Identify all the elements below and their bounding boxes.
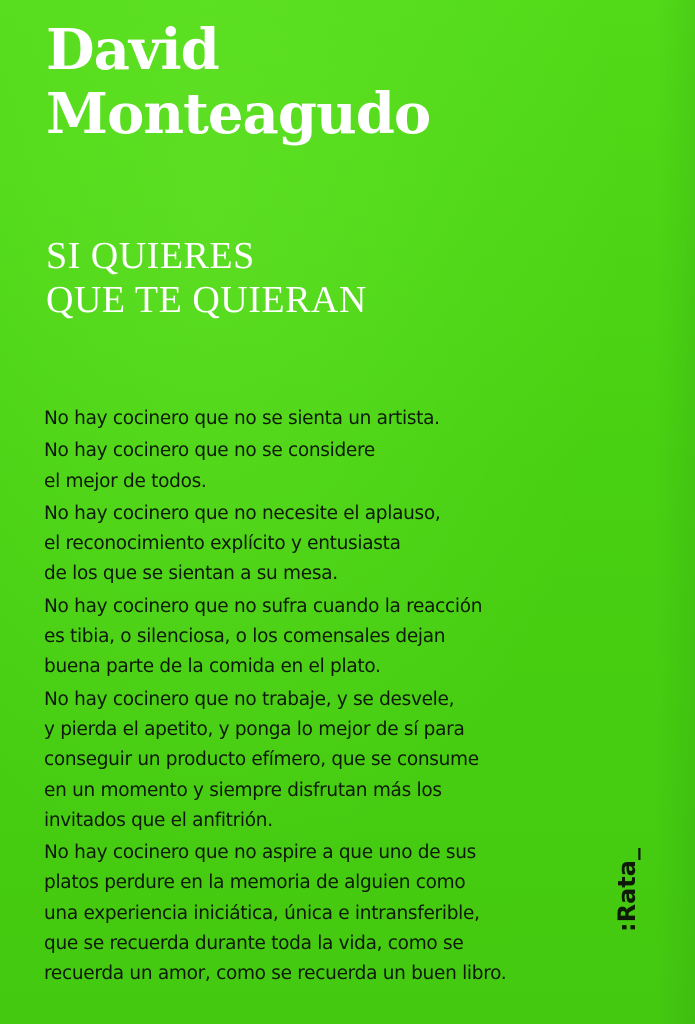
blurb-line: y pierda el apetito, y ponga lo mejor de sí para (44, 718, 465, 740)
blurb-paragraph (44, 838, 604, 989)
blurb-paragraph (44, 685, 604, 836)
blurb-line: No hay cocinero que no trabaje, y se desvele, (44, 688, 455, 710)
blurb-line: No hay cocinero que no se sienta un artista. (44, 408, 440, 429)
book-title-line-2: QUE TE QUIERAN (46, 279, 367, 321)
publisher-logo: :Rata_ (613, 848, 641, 932)
blurb-paragraph (44, 592, 604, 683)
blurb-line: en un momento y siempre disfrutan más los (44, 779, 442, 801)
book-title (46, 234, 367, 322)
blurb-line: que se recuerda durante toda la vida, como se (44, 933, 464, 955)
blurb-paragraph (44, 436, 604, 497)
book-title-line-1: SI QUIERES (46, 235, 255, 277)
blurb-line: buena parte de la comida en el plato. (44, 656, 381, 678)
blurb-line: conseguir un producto efímero, que se consume (44, 749, 479, 771)
blurb-line: recuerda un amor, como se recuerda un buen libro. (44, 963, 507, 985)
blurb-line: No hay cocinero que no aspire a que uno de sus (44, 842, 477, 864)
author-last-name: Monteagudo (46, 81, 431, 147)
blurb-line: el reconocimiento explícito y entusiasta (44, 533, 401, 555)
blurb-line: el mejor de todos. (44, 470, 207, 492)
blurb-line: invitados que el anfitrión. (44, 809, 273, 831)
blurb-line: es tibia, o silenciosa, o los comensales dejan (44, 626, 446, 648)
blurb-text (44, 404, 604, 992)
author-name (46, 18, 430, 146)
blurb-line: de los que se sientan a su mesa. (44, 563, 338, 585)
blurb-paragraph (44, 499, 604, 590)
blurb-line: No hay cocinero que no se considere (44, 440, 375, 462)
blurb-line: No hay cocinero que no necesite el aplauso, (44, 502, 441, 524)
blurb-line: platos perdure en la memoria de alguien como (44, 872, 466, 894)
blurb-paragraph (44, 404, 604, 434)
blurb-line: No hay cocinero que no sufra cuando la reacción (44, 595, 483, 617)
blurb-line: una experiencia iniciática, única e intransferible, (44, 902, 480, 924)
author-first-name: David (46, 17, 219, 83)
